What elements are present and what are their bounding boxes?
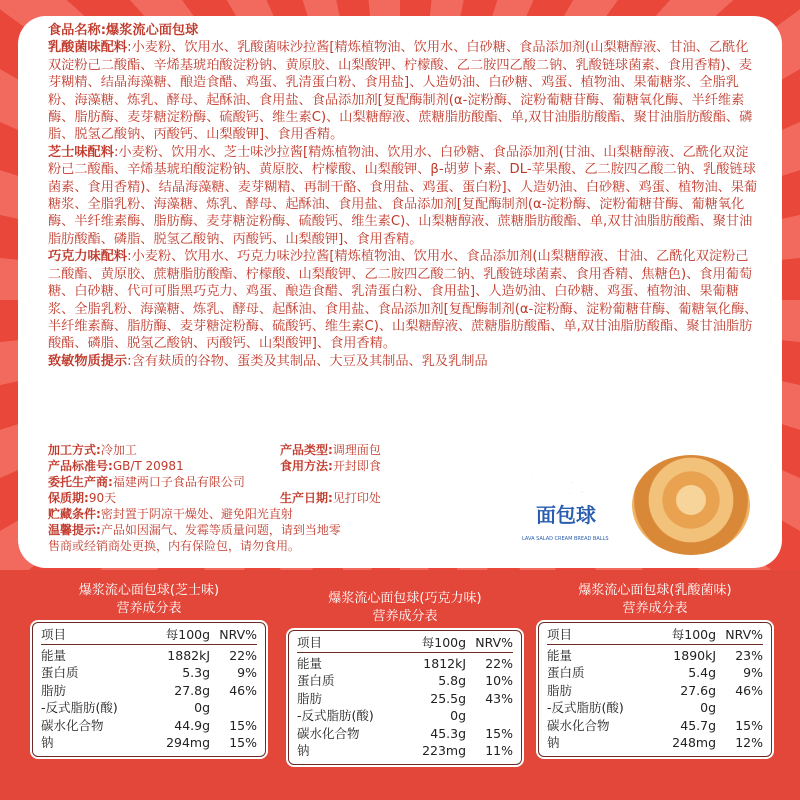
table-cell: 223mg (422, 743, 467, 758)
info-row (48, 458, 381, 474)
product-name-label: 食品名称: (48, 23, 107, 38)
table-cell (466, 707, 513, 725)
nutrition-table (536, 582, 774, 759)
date-value: 见打印处 (332, 491, 381, 505)
cheese-text: :小麦粉、饮用水、芝士味沙拉酱[精炼植物油、饮用水、白砂糖、食品添加剂(甘油、山梨糖醇液、乙酰化双淀粉己二酸酯、辛烯基琥珀酸淀粉钠、黄原胶、柠檬酸、山梨酸钾、β-胡萝卜素、DL-苹果酸、乙二胺四乙酸二钠、乳酸链球菌素、食用香精)、结晶海藻糖、麦芽糊精、再制干酪、食用盐、鸡蛋、蛋白粉]、人造奶油、白砂糖、鸡蛋、植物油、果葡糖浆、全脂乳粉、海藻糖、炼乳、酵母、起酥油、食用盐、食品添加剂[复配酶制剂(α-淀粉酶、淀粉葡糖苷酶、葡糖氧化酶、半纤维素酶、脂肪酶、麦芽糖淀粉酶、硫酸钙、维生素C)、山梨糖醇液、蔗糖脂肪酸酯、单,双甘油脂肪酸酯、聚甘油脂肪酸酯、磷脂、脱氢乙酸钠、丙酸钙、山梨酸钾]、食用香精。 (48, 144, 758, 247)
info-row (48, 490, 381, 506)
table-cell: 0g (194, 700, 211, 715)
ingredients-block (48, 22, 760, 370)
table-row (41, 647, 257, 665)
table-row (547, 734, 763, 752)
table-cell: -反式脂肪(酸) (41, 700, 118, 715)
tip-line (48, 522, 348, 554)
table-cell: 15% (229, 735, 257, 750)
table-cell: 15% (485, 725, 513, 741)
table-cell: 5.3g (182, 665, 211, 680)
table-row (297, 742, 513, 760)
table-cell (210, 699, 257, 717)
table-cell: 蛋白质 (41, 665, 79, 680)
use-key: 食用方法: (280, 459, 333, 473)
table-header (547, 626, 763, 645)
table-cell: 项目 (41, 627, 67, 642)
nutrition-title: 爆浆流心面包球(乳酸菌味) (578, 583, 732, 598)
table-cell: 蛋白质 (297, 673, 335, 688)
table-cell: 0g (700, 700, 717, 715)
bread-ball-image (632, 455, 750, 555)
allergen-line (48, 353, 760, 370)
tip-key: 温馨提示: (48, 523, 101, 537)
table-row (297, 707, 513, 725)
table-cell: 23% (735, 647, 763, 663)
table-cell: 蛋白质 (547, 665, 585, 680)
table-cell: 项目 (547, 627, 573, 642)
std-value: GB/T 20981 (112, 459, 184, 473)
table-row (547, 682, 763, 700)
table-header (41, 626, 257, 645)
product-name: 爆浆流心面包球 (106, 23, 199, 38)
table-cell: 钠 (297, 743, 310, 758)
process-key: 加工方式: (48, 443, 101, 457)
nutrition-title: 爆浆流心面包球(巧克力味) (328, 591, 482, 606)
nutrition-table (286, 590, 524, 767)
table-cell: NRV% (219, 627, 257, 642)
table-cell: 46% (735, 682, 763, 698)
choco-label: 巧克力味配料 (48, 249, 128, 265)
table-cell: 5.4g (688, 665, 717, 680)
table-cell: 9% (237, 665, 257, 680)
table-cell: 45.7g (680, 717, 717, 733)
table-cell: 脂肪 (297, 690, 323, 706)
type-value: 调理面包 (332, 443, 381, 457)
table-cell: 项目 (297, 635, 323, 650)
info-row (48, 474, 381, 490)
store-key: 贮藏条件: (48, 507, 101, 521)
process-value: 冷加工 (100, 443, 137, 457)
table-cell: 46% (229, 682, 257, 698)
lactic-label: 乳酸菌味配料 (48, 40, 128, 56)
table-cell: 27.6g (680, 682, 717, 698)
choco-text: :小麦粉、饮用水、巧克力味沙拉酱[精炼植物油、饮用水、食品添加剂(山梨糖醇液、甘油、乙酰化双淀粉己二酸酯、黄原胶、蔗糖脂肪酸酯、柠檬酸、山梨酸钾、乙二胺四乙酸二钠、乳酸链球菌素、食用香精、焦糖色)、食用葡萄糖、白砂糖、代可可脂黑巧克力、鸡蛋、酿造食醋、乳清蛋白粉、食用盐]、人造奶油、白砂糖、鸡蛋、植物油、果葡糖浆、全脂乳粉、海藻糖、炼乳、酵母、起酥油、食用盐、食品添加剂[复配酶制剂(α-淀粉酶、淀粉葡糖苷酶、葡糖氧化酶、半纤维素酶、脂肪酶、麦芽糖淀粉酶、硫酸钙、维生素C)、山梨糖醇液、蔗糖脂肪酸酯、单,双甘油脂肪酸酯、聚甘油脂肪酸酯、磷脂、脱氢乙酸钠、丙酸钙、山梨酸钾]、食用香精。 (48, 249, 758, 352)
logo-line1: 爆浆 (526, 465, 586, 500)
table-cell: 11% (485, 743, 513, 758)
table-cell: 248mg (672, 735, 717, 750)
table-cell: 15% (229, 717, 257, 733)
table-cell: 10% (485, 673, 513, 688)
table-row (297, 655, 513, 673)
table-cell: 碳水化合物 (297, 725, 360, 741)
table-cell: 钠 (41, 735, 54, 750)
table-cell: 9% (743, 665, 763, 680)
allergen-label: 致敏物质提示 (48, 353, 128, 369)
table-cell: 碳水化合物 (41, 717, 104, 733)
table-cell: 25.5g (430, 690, 467, 706)
shelf-value: 90天 (88, 491, 117, 505)
table-cell: 碳水化合物 (547, 717, 610, 733)
table-cell: 27.8g (174, 682, 211, 698)
choco-ingredients (48, 248, 760, 352)
table-cell: 能量 (547, 647, 573, 663)
type-key: 产品类型: (280, 443, 333, 457)
table-row (547, 664, 763, 682)
table-row (297, 690, 513, 708)
table-row (547, 699, 763, 717)
nutrition-table (30, 582, 268, 759)
logo-line2: 面包球 (536, 503, 596, 527)
table-cell: 12% (735, 735, 763, 750)
table-cell: 22% (485, 655, 513, 671)
table-cell: 1882kJ (167, 647, 211, 663)
product-name-line (48, 22, 760, 39)
allergen-text: :含有麸质的谷物、蛋类及其制品、大豆及其制品、乳及乳制品 (127, 353, 488, 369)
shelf-key: 保质期: (48, 491, 89, 505)
table-cell: 294mg (166, 735, 211, 750)
table-cell: 15% (735, 717, 763, 733)
table-cell: 1890kJ (673, 647, 717, 663)
table-cell: 每100g (421, 635, 467, 650)
product-info (48, 442, 381, 554)
table-row (41, 734, 257, 752)
table-cell: NRV% (725, 627, 763, 642)
table-row (297, 725, 513, 743)
cheese-ingredients (48, 144, 760, 248)
table-cell: 能量 (297, 655, 323, 671)
table-cell: 22% (229, 647, 257, 663)
table-cell: 5.8g (438, 673, 467, 688)
maker-key: 委托生产商: (48, 475, 113, 489)
use-value: 开封即食 (332, 459, 381, 473)
date-key: 生产日期: (280, 491, 333, 505)
table-cell: 能量 (41, 647, 67, 663)
logo-sub: LAVA SALAD CREAM BREAD BALLS (522, 536, 609, 542)
tip-value: 产品如因漏气、发霉等质量问题，请到当地零售商或经销商处更换，内有保险包，请勿食用。 (48, 523, 341, 553)
table-cell: 0g (450, 708, 467, 723)
table-cell: 钠 (547, 735, 560, 750)
table-cell: 43% (485, 690, 513, 706)
nutrition-subtitle: 营养成分表 (622, 601, 688, 616)
info-row (48, 506, 381, 522)
cheese-label: 芝士味配料 (48, 144, 114, 160)
table-cell: 脂肪 (41, 682, 67, 698)
std-key: 产品标准号: (48, 459, 113, 473)
table-row (547, 717, 763, 735)
table-cell: 44.9g (174, 717, 211, 733)
table-row (41, 664, 257, 682)
table-row (41, 682, 257, 700)
table-row (547, 647, 763, 665)
store-value: 密封置于阴凉干燥处、避免阳光直射 (100, 507, 293, 521)
info-row (48, 442, 381, 458)
table-cell: 脂肪 (547, 682, 573, 698)
lactic-text: :小麦粉、饮用水、乳酸菌味沙拉酱[精炼植物油、饮用水、白砂糖、食品添加剂(山梨糖醇液、甘油、乙酰化双淀粉己二酸酯、辛烯基琥珀酸淀粉钠、黄原胶、山梨酸钾、柠檬酸、乙二胺四乙酸二钠、乳酸链球菌素、食用香精)、麦芽糊精、结晶海藻糖、酿造食醋、鸡蛋、乳清蛋白粉、食用盐]、人造奶油、白砂糖、鸡蛋、植物油、果葡糖浆、全脂乳粉、海藻糖、炼乳、酵母、起酥油、食用盐、食品添加剂[复配酶制剂(α-淀粉酶、淀粉葡糖苷酶、葡糖氧化酶、半纤维素酶、脂肪酶、麦芽糖淀粉酶、硫酸钙、维生素C)、山梨糖醇液、蔗糖脂肪酸酯、单,双甘油脂肪酸酯、聚甘油脂肪酸酯、磷脂、脱氢乙酸钠、丙酸钙、山梨酸钾]、食用香精。 (48, 40, 753, 143)
table-cell: 45.3g (430, 725, 467, 741)
table-row (41, 699, 257, 717)
table-cell (716, 699, 763, 717)
table-cell: 每100g (165, 627, 211, 642)
brand-logo (518, 452, 628, 552)
nutrition-subtitle: 营养成分表 (116, 601, 182, 616)
nutrition-title: 爆浆流心面包球(芝士味) (78, 583, 220, 598)
table-cell: -反式脂肪(酸) (547, 700, 624, 715)
table-row (297, 672, 513, 690)
table-cell: NRV% (475, 635, 513, 650)
table-header (297, 634, 513, 653)
table-row (41, 717, 257, 735)
lactic-ingredients (48, 39, 760, 143)
table-cell: 每100g (671, 627, 717, 642)
table-cell: 1812kJ (423, 655, 467, 671)
nutrition-subtitle: 营养成分表 (372, 609, 438, 624)
table-cell: -反式脂肪(酸) (297, 708, 374, 723)
maker-value: 福建两口子食品有限公司 (112, 475, 245, 489)
